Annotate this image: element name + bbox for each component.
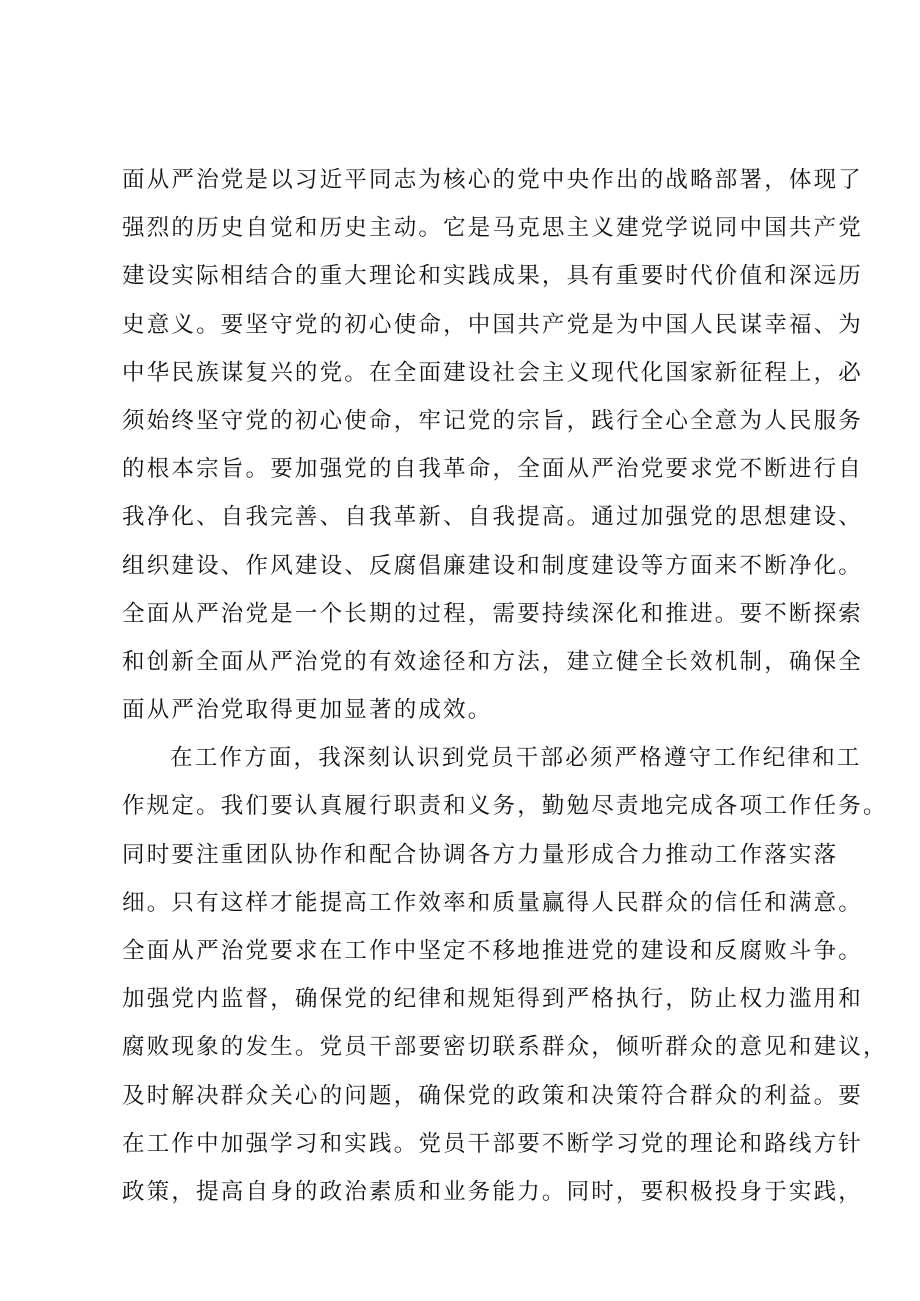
text-line: 建设实际相结合的重大理论和实践成果，具有重要时代价值和深远历 — [122, 263, 864, 290]
text-line: 面从严治党取得更加显著的成效。 — [122, 697, 493, 724]
text-line: 作规定。我们要认真履行职责和义务，勤勉尽责地完成各项工作任务。 — [122, 793, 888, 820]
text-line: 细。只有这样才能提高工作效率和质量赢得人民群众的信任和满意。 — [122, 889, 864, 916]
document-body — [122, 156, 888, 1216]
text-line: 须始终坚守党的初心使命，牢记党的宗旨，践行全心全意为人民服务 — [122, 407, 864, 434]
text-line: 全面从严治党是一个长期的过程，需要持续深化和推进。要不断探索 — [122, 600, 864, 627]
paragraph-1 — [122, 156, 864, 734]
text-line: 史意义。要坚守党的初心使命，中国共产党是为中国人民谋幸福、为 — [122, 311, 864, 338]
text-line: 强烈的历史自觉和历史主动。它是马克思主义建党学说同中国共产党 — [122, 215, 864, 242]
text-line: 腐败现象的发生。党员干部要密切联系群众，倾听群众的意见和建议， — [122, 1034, 888, 1061]
text-line: 面从严治党是以习近平同志为核心的党中央作出的战略部署，体现了 — [122, 167, 864, 193]
text-line: 全面从严治党要求在工作中坚定不移地推进党的建设和反腐败斗争。 — [122, 938, 864, 964]
text-line: 在工作方面，我深刻认识到党员干部必须严格遵守工作纪律和工 — [170, 745, 862, 772]
text-line: 政策，提高自身的政治素质和业务能力。同时，要积极投身于实践， — [122, 1178, 864, 1205]
text-line: 在工作中加强学习和实践。党员干部要不断学习党的理论和路线方针 — [122, 1130, 864, 1157]
text-line: 和创新全面从严治党的有效途径和方法，建立健全长效机制，确保全 — [122, 648, 864, 675]
text-line: 的根本宗旨。要加强党的自我革命，全面从严治党要求党不断进行自 — [122, 456, 864, 483]
paragraph-2 — [122, 734, 888, 1216]
text-line: 中华民族谋复兴的党。在全面建设社会主义现代化国家新征程上，必 — [122, 359, 864, 386]
text-line: 及时解决群众关心的问题，确保党的政策和决策符合群众的利益。要 — [122, 1082, 864, 1109]
text-line: 我净化、自我完善、自我革新、自我提高。通过加强党的思想建设、 — [122, 504, 864, 531]
text-line: 加强党内监督，确保党的纪律和规矩得到严格执行，防止权力滥用和 — [122, 986, 864, 1013]
text-line: 组织建设、作风建设、反腐倡廉建设和制度建设等方面来不断净化。 — [122, 552, 864, 579]
text-line: 同时要注重团队协作和配合协调各方力量形成合力推动工作落实落 — [122, 841, 839, 868]
